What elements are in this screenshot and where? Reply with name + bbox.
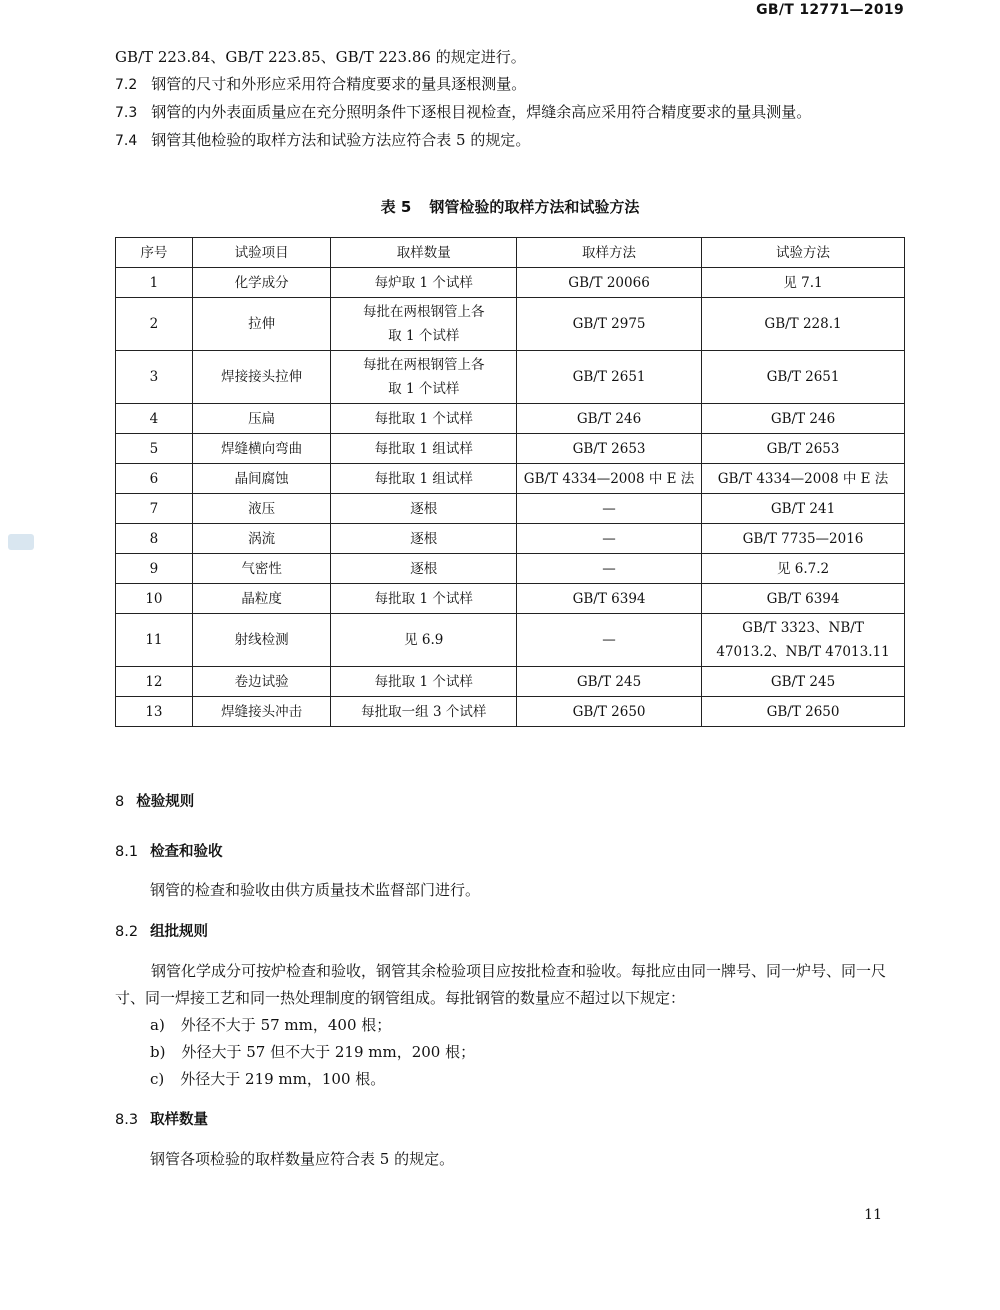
table-row [116, 404, 905, 434]
list-label: c) [150, 1070, 165, 1088]
subsection-number: 8.1 [115, 844, 139, 860]
sac-watermark-logo [8, 534, 34, 550]
header-cell: 取样方法 [517, 238, 702, 268]
subsection-title: 检查和验收 [150, 844, 223, 860]
cell: 液压 [192, 494, 331, 524]
cell: 焊接接头拉伸 [192, 351, 331, 404]
cell: — [517, 554, 702, 584]
table-row [116, 298, 905, 351]
clause-7-1-continuation [115, 44, 905, 155]
cell: GB/T 245 [517, 667, 702, 697]
inspection-table [115, 237, 905, 727]
cell: GB/T 6394 [517, 584, 702, 614]
cell: 13 [116, 697, 193, 727]
cell: — [517, 614, 702, 667]
table-row [116, 494, 905, 524]
cell: 卷边试验 [192, 667, 331, 697]
cell: 每批取 1 组试样 [331, 434, 517, 464]
cell: 每批在两根钢管上各取 1 个试样 [331, 298, 517, 351]
cell: 晶粒度 [192, 584, 331, 614]
table-title: 钢管检验的取样方法和试验方法 [429, 198, 640, 216]
cell: GB/T 3323、NB/T 47013.2、NB/T 47013.11 [702, 614, 905, 667]
cell: 9 [116, 554, 193, 584]
cell: GB/T 2650 [517, 697, 702, 727]
cell: GB/T 7735—2016 [702, 524, 905, 554]
page-number: 11 [864, 1207, 882, 1223]
table-row [116, 351, 905, 404]
cell: 每批取一组 3 个试样 [331, 697, 517, 727]
cell: — [517, 494, 702, 524]
cell: 12 [116, 667, 193, 697]
table-row [116, 524, 905, 554]
cell: GB/T 2651 [517, 351, 702, 404]
cell: GB/T 245 [702, 667, 905, 697]
subsection-8-2-heading [115, 920, 208, 941]
table-header-row [116, 238, 905, 268]
clause-number: 7.4 [115, 133, 138, 149]
section-title: 检验规则 [136, 794, 195, 810]
subsection-8-3-text: 钢管各项检验的取样数量应符合表 5 的规定。 [150, 1150, 455, 1168]
table-row [116, 584, 905, 614]
cell: GB/T 4334—2008 中 E 法 [702, 464, 905, 494]
cell: 见 6.9 [331, 614, 517, 667]
header-cell: 试验项目 [192, 238, 331, 268]
cell: GB/T 246 [702, 404, 905, 434]
cell: 每批取 1 个试样 [331, 584, 517, 614]
list-label: a) [150, 1016, 165, 1034]
list-label: b) [150, 1043, 166, 1061]
subsection-8-1-text: 钢管的检查和验收由供方质量技术监督部门进行。 [150, 881, 481, 899]
section-8-heading [115, 790, 194, 811]
table-row [116, 464, 905, 494]
cell: GB/T 2651 [702, 351, 905, 404]
cell: 4 [116, 404, 193, 434]
cell: GB/T 2975 [517, 298, 702, 351]
section-number: 8 [115, 794, 125, 810]
cell: 晶间腐蚀 [192, 464, 331, 494]
subsection-8-2-text: 钢管化学成分可按炉检查和验收，钢管其余检验项目应按批检查和验收。每批应由同一牌号、同一炉号、同一尺寸、同一焊接工艺和同一热处理制度的钢管组成。每批钢管的数量应不超过以下规定： [115, 962, 887, 1007]
cell: GB/T 246 [517, 404, 702, 434]
list-text: 外径不大于 57 mm，400 根； [180, 1016, 392, 1034]
clause-number: 7.2 [115, 77, 138, 93]
table-row [116, 667, 905, 697]
cell: 拉伸 [192, 298, 331, 351]
cell: — [517, 524, 702, 554]
cell: 每批取 1 个试样 [331, 667, 517, 697]
cell: 5 [116, 434, 193, 464]
cell: 每批取 1 组试样 [331, 464, 517, 494]
clause-7-2 [115, 71, 905, 99]
subsection-title: 组批规则 [150, 924, 209, 940]
cell: 逐根 [331, 554, 517, 584]
table-caption [115, 196, 905, 217]
table-row [116, 614, 905, 667]
cell: 6 [116, 464, 193, 494]
clause-text: 钢管其他检验的取样方法和试验方法应符合表 5 的规定。 [151, 131, 531, 149]
clause-number: 7.3 [115, 105, 138, 121]
table-row [116, 268, 905, 298]
list-item-b [150, 1041, 475, 1062]
subsection-8-3-heading [115, 1108, 208, 1129]
subsection-number: 8.2 [115, 924, 139, 940]
clause-text: 钢管的内外表面质量应在充分照明条件下逐根目视检查，焊缝余高应采用符合精度要求的量具测量。 [151, 103, 812, 121]
cell: GB/T 228.1 [702, 298, 905, 351]
cell: 涡流 [192, 524, 331, 554]
cell: GB/T 2653 [517, 434, 702, 464]
cell: 3 [116, 351, 193, 404]
cell: 11 [116, 614, 193, 667]
cell: 10 [116, 584, 193, 614]
cell: GB/T 6394 [702, 584, 905, 614]
list-item-a [150, 1014, 391, 1035]
cell: GB/T 20066 [517, 268, 702, 298]
header-cell: 试验方法 [702, 238, 905, 268]
cell: 逐根 [331, 494, 517, 524]
cell: 焊缝接头冲击 [192, 697, 331, 727]
table-row [116, 554, 905, 584]
cell: 8 [116, 524, 193, 554]
subsection-8-1-heading [115, 840, 223, 861]
list-text: 外径大于 219 mm，100 根。 [180, 1070, 386, 1088]
subsection-title: 取样数量 [150, 1112, 209, 1128]
cell: 压扁 [192, 404, 331, 434]
header-cell: 取样数量 [331, 238, 517, 268]
cell: GB/T 4334—2008 中 E 法 [517, 464, 702, 494]
table-row [116, 697, 905, 727]
cell: 气密性 [192, 554, 331, 584]
cell: 见 7.1 [702, 268, 905, 298]
clause-7-4 [115, 127, 905, 155]
cell: 化学成分 [192, 268, 331, 298]
list-item-c [150, 1068, 385, 1089]
cell: 1 [116, 268, 193, 298]
table-number: 表 5 [380, 198, 412, 216]
standard-code: GB/T 12771—2019 [756, 2, 904, 18]
cell: GB/T 241 [702, 494, 905, 524]
subsection-number: 8.3 [115, 1112, 139, 1128]
table-row [116, 434, 905, 464]
cell: 焊缝横向弯曲 [192, 434, 331, 464]
cell: GB/T 2653 [702, 434, 905, 464]
cell: 射线检测 [192, 614, 331, 667]
cell: 7 [116, 494, 193, 524]
cell: 2 [116, 298, 193, 351]
header-cell: 序号 [116, 238, 193, 268]
cell: 逐根 [331, 524, 517, 554]
clause-text: 钢管的尺寸和外形应采用符合精度要求的量具逐根测量。 [151, 75, 527, 93]
cell: 每批取 1 个试样 [331, 404, 517, 434]
continued-line: GB/T 223.84、GB/T 223.85、GB/T 223.86 的规定进行。 [115, 48, 526, 66]
cell: 见 6.7.2 [702, 554, 905, 584]
cell: 每批在两根钢管上各取 1 个试样 [331, 351, 517, 404]
clause-7-3 [115, 99, 905, 127]
list-text: 外径大于 57 但不大于 219 mm，200 根； [181, 1043, 476, 1061]
cell: GB/T 2650 [702, 697, 905, 727]
cell: 每炉取 1 个试样 [331, 268, 517, 298]
